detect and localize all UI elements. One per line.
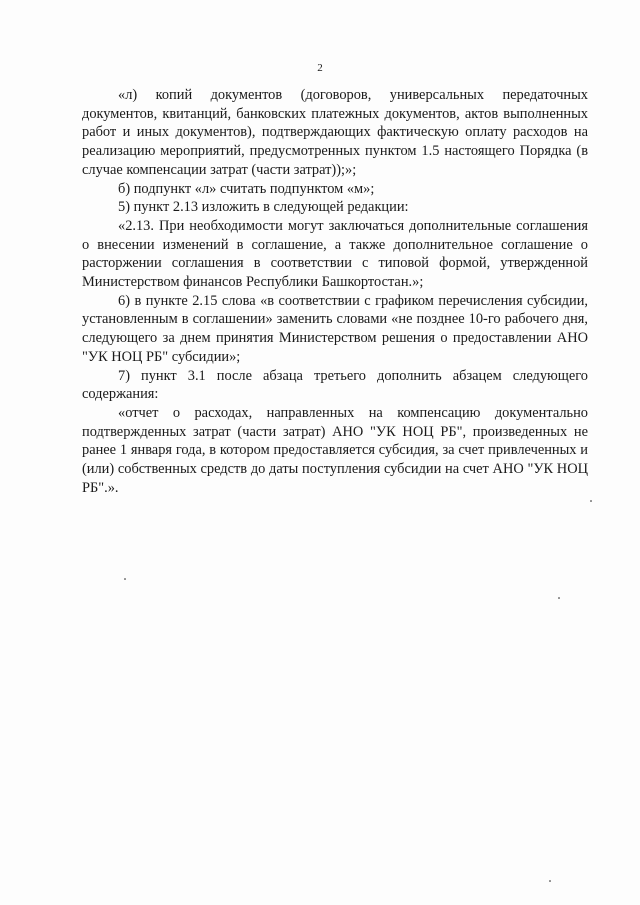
paragraph-subitem-l: «л) копий документов (договоров, универсальных передаточных документов, квитанций, банковских платежных документов, актов выполненных работ и иных документов), подтверждающих фактическую оплату расходов на реализацию мероприятий, предусмотренных пунктом 1.5 настоящего Порядка (в случае компенсации затрат (части затрат));»;	[82, 87, 588, 178]
paragraph-subitem-b: б) подпункт «л» считать подпунктом «м»;	[118, 180, 375, 197]
scan-speck	[549, 880, 551, 882]
paragraph-item-2-13: «2.13. При необходимости могут заключаться дополнительные соглашения о внесении изменений в соглашение, а также дополнительное соглашение о расторжении соглашения в соответствии с типовой формой, утвержденной Министерством финансов Республики Башкортостан.»;	[82, 217, 588, 291]
page-number: 2	[317, 62, 323, 74]
scan-speck	[124, 578, 126, 580]
document-body	[82, 86, 588, 497]
paragraph-item-5: 5) пункт 2.13 изложить в следующей редакции:	[118, 199, 409, 216]
scan-speck	[590, 500, 592, 502]
scan-speck	[558, 597, 560, 599]
paragraph-item-6: 6) в пункте 2.15 слова «в соответствии с графиком перечисления субсидии, установленным в соглашении» заменить словами «не позднее 10-го рабочего дня, следующего за днем принятия Министерством решения о предоставлении АНО "УК НОЦ РБ" субсидии»;	[82, 292, 588, 365]
paragraph-report-clause: «отчет о расходах, направленных на компенсацию документально подтвержденных затрат (части затрат) АНО "УК НОЦ РБ", произведенных не ранее 1 января года, в котором предоставляется субсидия, за счет привлеченных и (или) собственных средств до даты поступления субсидии на счет АНО "УК НОЦ РБ".».	[82, 404, 588, 496]
paragraph-item-7: 7) пункт 3.1 после абзаца третьего дополнить абзацем следующего содержания:	[82, 367, 588, 403]
